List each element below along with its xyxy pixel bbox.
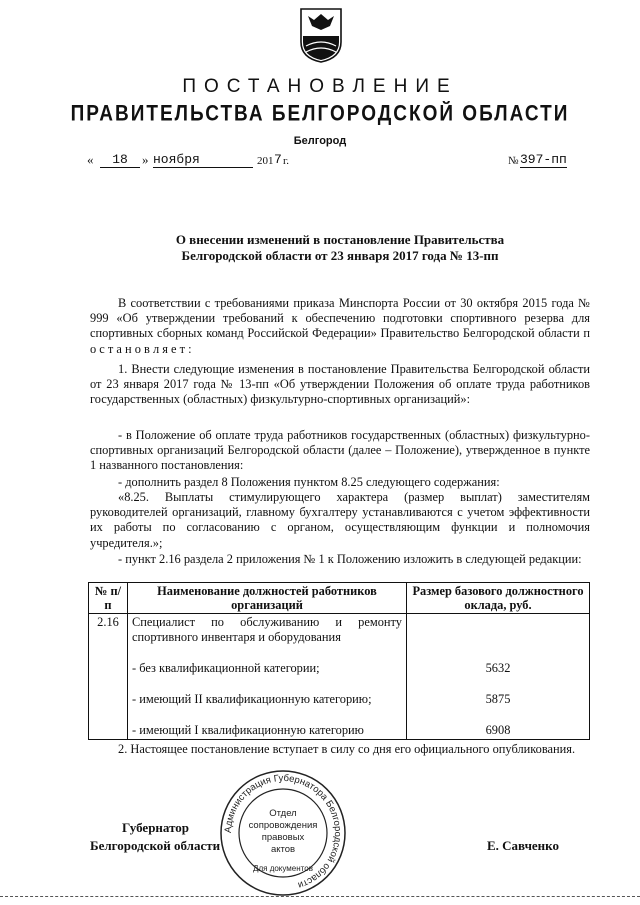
issuer-title: ПРАВИТЕЛЬСТВА БЕЛГОРОДСКОЙ ОБЛАСТИ [70,102,570,127]
city-label: Белгород [293,135,347,147]
document-heading [100,232,580,264]
heading-line-2: Белгородской области от 23 января 2017 года № 13-пп [181,248,499,263]
stamp-inner-line-3: правовых [261,832,305,843]
official-stamp [218,768,348,898]
number-sign: № [508,155,519,167]
paragraph-item-1: 1. Внести следующие изменения в постановление Правительства Белгородской области от 23 января 2017 года № 13-пп «Об утверждении Положения об оплате труда работников государственных (областных) физкультурно-спортивных организаций»: [90,362,590,407]
signer-position-line-1: Губернатор [122,820,190,835]
paragraph-item-2: 2. Настоящее постановление вступает в силу со дня его официального опубликования. [118,742,576,756]
row-item-value: 6908 [485,723,511,737]
date-open-quote: « [87,152,94,167]
table-row [89,614,590,740]
date-close-quote: » [142,152,149,167]
signer-position-line-2: Белгородской области [90,838,221,853]
table-header-row [89,583,590,614]
header-num: № п/п [89,583,128,614]
coat-of-arms-icon [298,6,344,64]
date-month: ноября [153,152,253,168]
paragraph-clause-8-25: «8.25. Выплаты стимулирующего характера (размер выплат) заместителям руководителей организаций, главному бухгалтеру устанавливаются с учетом эффективности их работы по согласованию с органом, осуществляющим функции и полномочия учредителя.»; [90,490,590,550]
row-item-label: - имеющий II квалификационную категорию; [132,692,372,706]
row-salary-cell [407,614,590,740]
row-position-cell [128,614,407,740]
row-item-value: 5875 [485,692,511,706]
document-number: 397-пп [520,152,567,167]
row-item-label: - имеющий I квалификационную категорию [132,723,364,737]
stamp-inner-line-2: сопровождения [248,820,318,831]
header-salary: Размер базового должностного оклада, руб. [407,583,590,614]
row-position-title: Специалист по обслуживанию и ремонту спортивного инвентаря и оборудования [132,615,402,644]
document-type-title: ПОСТАНОВЛЕНИЕ [182,76,458,97]
paragraph-add-clause: - дополнить раздел 8 Положения пунктом 8.25 следующего содержания: [118,475,500,489]
date-day: 18 [100,152,140,168]
stamp-inner-line-4: актов [270,844,296,855]
paragraph-amendment-intro: - в Положение об оплате труда работников государственных (областных) физкультурно-спортивных организаций Белгородской области (далее – Положение), утвержденное в пункте 1 названного постановления: [90,428,590,473]
paragraph-clause-2-16: - пункт 2.16 раздела 2 приложения № 1 к Положению изложить в следующей редакции: [118,552,582,566]
row-item-label: - без квалификационной категории; [132,661,320,675]
date-year-prefix: 201 [257,155,274,167]
paragraph-preamble: В соответствии с требованиями приказа Минспорта России от 30 октября 2015 года № 999 «Об утверждении требований к обеспечению подготовки спортивного резерва для спортивных сборных команд Российской Федерации» Правительство Белгородской области п о с т а н о в л я е т : [90,296,590,356]
salary-table [88,582,590,740]
date-year-abbrev: г. [283,155,290,167]
page-bottom-divider [0,896,640,899]
heading-line-1: О внесении изменений в постановление Правительства [175,232,505,247]
row-num: 2.16 [89,614,128,740]
header-position: Наименование должностей работников организаций [128,583,407,614]
stamp-bottom-text: Для документов [253,864,313,873]
signer-name: Е. Савченко [487,838,559,853]
row-item-value: 5632 [485,661,511,675]
date-year-suffix: 7 [274,152,282,167]
stamp-inner-line-1: Отдел [269,808,297,819]
stamp-ring-text: Администрация Губернатора Белгородской области [222,772,344,891]
